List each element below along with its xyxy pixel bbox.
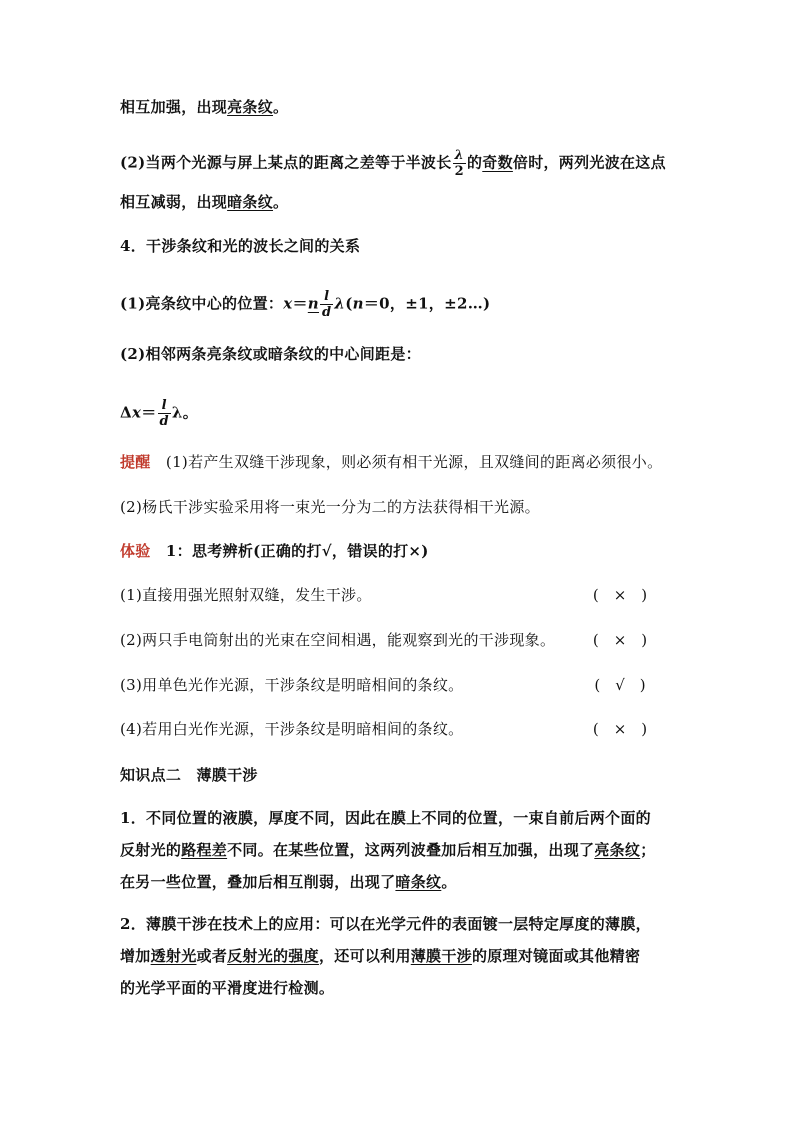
answer-4: ( × ) [592,720,648,738]
underlined-term: 亮条纹 [227,98,274,116]
fraction-l-over-d: $\frac{l}{d}$ [159,398,169,429]
text: 倍时，两列光波在这点 [512,153,666,172]
underlined-term: 反射光的强度 [227,947,319,965]
underlined-term: 透射光 [150,947,197,965]
formula-spacing: Δx＝ $\frac{l}{d}$ λ。 [120,398,199,429]
fraction-l-over-d: $\frac{l}{d}$ [322,289,332,320]
para-2-line-1: 2．薄膜干涉在技术上的应用：可以在光学元件的表面镀一层特定厚度的薄膜， [120,915,651,933]
tip-label: 提醒 [120,453,151,471]
line-2 [120,148,666,179]
underlined-term: 亮条纹 [594,841,641,859]
question-4: (4)若用白光作光源，干涉条纹是明暗相间的条纹。 [120,720,464,738]
experience-heading: 体验 1：思考辨析(正确的打√，错误的打×) [120,542,429,560]
para-1-line-3: 在另一些位置，叠加后相互削弱，出现了暗条纹。 [120,873,457,891]
para-1-line-2: 反射光的路程差不同。在某些位置，这两列波叠加后相互加强，出现了亮条纹； [120,841,656,859]
para-2-line-3: 的光学平面的平滑度进行检测。 [120,979,335,997]
question-3: (3)用单色光作光源，干涉条纹是明暗相间的条纹。 [120,676,464,694]
fraction-half-wavelength: $\frac{\lambda}{2}$ [454,148,464,179]
text: (2)当两个光源与屏上某点的距离之差等于半波长 [120,153,452,172]
answer-1: ( × ) [592,586,648,604]
answer-2: ( × ) [592,631,648,649]
tip-line-1: 提醒 (1)若产生双缝干涉现象，则必须有相干光源，且双缝间的距离必须很小。 [120,453,663,471]
underlined-term: 奇数 [482,153,513,172]
underlined-term: 暗条纹 [395,873,442,891]
para-1-line-1: 1．不同位置的液膜，厚度不同，因此在膜上不同的位置，一束自前后两个面的 [120,809,651,827]
underlined-term: 薄膜干涉 [410,947,472,965]
answer-3: ( √ ) [594,676,646,694]
para-2-line-2: 增加透射光或者反射光的强度，还可以利用薄膜干涉的原理对镜面或其他精密 [120,947,641,965]
formula-bright-fringe: (1)亮条纹中心的位置：x＝n $\frac{l}{d}$ λ(n＝0，±1，±2…) [120,289,491,320]
question-2: (2)两只手电筒射出的光束在空间相遇，能观察到光的干涉现象。 [120,631,556,649]
text: 相互加强，出现 [120,98,228,116]
experience-label: 体验 [120,542,151,560]
tip-line-2: (2)杨氏干涉实验采用将一束光一分为二的方法获得相干光源。 [120,498,540,516]
line-3 [120,192,288,212]
formula-spacing-label: (2)相邻两条亮条纹或暗条纹的中心间距是： [120,345,421,363]
question-1: (1)直接用强光照射双缝，发生干涉。 [120,586,372,604]
text: 相互减弱，出现 [120,193,228,211]
section-heading-4: 4．干涉条纹和光的波长之间的关系 [120,237,361,255]
text: 。 [273,193,289,211]
text: 。 [273,98,289,116]
underlined-term: 暗条纹 [227,193,274,211]
section-heading-thin-film: 知识点二 薄膜干涉 [120,766,258,784]
underlined-term: 路程差 [181,841,228,859]
line-1 [120,97,288,117]
text: 的 [466,153,483,172]
